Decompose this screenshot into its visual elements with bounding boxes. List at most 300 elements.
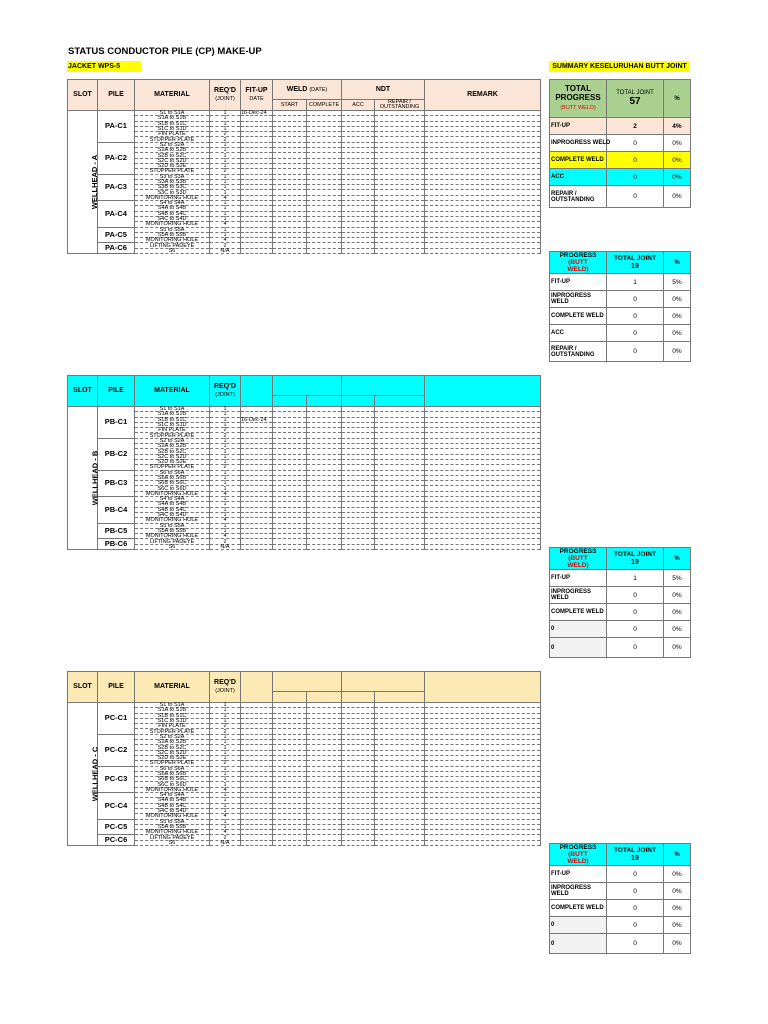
row-percent: 0%	[664, 169, 691, 186]
ndt-acc-cell[interactable]	[342, 248, 375, 253]
reqd-cell: 2	[210, 433, 241, 438]
row-label: INPROGRESS WELD	[550, 587, 607, 604]
header-material: MATERIAL	[135, 80, 210, 111]
pile-label: PB-C4	[98, 497, 135, 523]
progress-header	[550, 548, 607, 570]
reqd-cell: 1	[210, 121, 241, 126]
joint-label: (JOINT)	[215, 96, 235, 102]
material-cell: S2 to S2A	[135, 734, 210, 739]
row-percent: 0%	[664, 866, 691, 883]
header-remark-empty	[425, 672, 541, 703]
row-percent: 0%	[664, 621, 691, 638]
reqd-cell: 1	[210, 734, 241, 739]
total-progress-header	[550, 80, 607, 118]
material-cell: S5A to S5B	[135, 824, 210, 829]
table-row	[68, 248, 541, 253]
wellhead-a-table	[67, 79, 541, 254]
ndt-acc-cell[interactable]	[342, 544, 375, 549]
pile-label: PA-C5	[98, 227, 135, 243]
header-ndt-empty	[342, 376, 425, 396]
header-repair-empty	[375, 692, 425, 703]
wellhead-text: WELLHEAD - C	[90, 746, 100, 801]
row-label: COMPLETE WELD	[550, 900, 607, 917]
header-complete-empty	[307, 692, 342, 703]
reqd-cell: 2	[210, 132, 241, 137]
material-cell: S1A to S1B	[135, 708, 210, 713]
reqd-cell: 1	[210, 470, 241, 475]
header-reqd	[210, 376, 241, 407]
header-start: START	[273, 100, 307, 111]
row-value: 0	[607, 883, 664, 900]
material-cell: S3A to S3B	[135, 179, 210, 184]
material-cell: S2D to S2E	[135, 755, 210, 760]
row-label: FIT-UP	[550, 118, 607, 135]
material-cell: S4C to S4D	[135, 808, 210, 813]
reqd-cell: 4	[210, 814, 241, 819]
material-cell: S5 to S5A	[135, 227, 210, 232]
row-label: COMPLETE WELD	[550, 308, 607, 325]
header-ndt-empty	[342, 672, 425, 692]
ndt-repair-cell[interactable]	[375, 840, 425, 845]
material-cell: LIFTING PADEYE	[135, 539, 210, 544]
material-cell: S6B to S6C	[135, 481, 210, 486]
row-value: 0	[607, 291, 664, 308]
material-cell: S6	[135, 544, 210, 549]
row-value: 0	[607, 169, 664, 186]
date-label: DATE	[249, 96, 264, 102]
reqd-cell: 1	[210, 475, 241, 480]
row-label: INPROGRESS WELD	[550, 291, 607, 308]
wellhead-label	[68, 111, 98, 254]
total-joint-value: 19	[631, 558, 639, 566]
reqd-cell: 4	[210, 534, 241, 539]
reqd-cell: 1	[210, 777, 241, 782]
reqd-cell: 1	[210, 227, 241, 232]
fitup-date-cell[interactable]	[241, 840, 273, 845]
material-cell: S2D to S2E	[135, 459, 210, 464]
total-joint-label: TOTAL JOINT	[614, 846, 656, 854]
weld-label: WELD)	[567, 858, 589, 865]
reqd-cell: 1	[210, 412, 241, 417]
table-row	[68, 544, 541, 549]
total-joint-label: TOTAL JOINT	[614, 254, 656, 262]
reqd-cell: 1	[210, 803, 241, 808]
material-cell: S1C to S1D	[135, 718, 210, 723]
page-title: STATUS CONDUCTOR PILE (CP) MAKE-UP	[68, 46, 262, 57]
percent-header: %	[664, 80, 691, 118]
reqd-cell: 1	[210, 459, 241, 464]
material-cell: FIN PLATE	[135, 428, 210, 433]
material-cell: S2 to S2A	[135, 142, 210, 147]
header-start-empty	[273, 396, 307, 407]
material-cell: S1B to S1C	[135, 713, 210, 718]
reqd-cell: 1	[210, 502, 241, 507]
weld-complete-cell[interactable]	[307, 248, 342, 253]
fitup-label: FIT-UP	[245, 87, 268, 94]
header-material: MATERIAL	[135, 672, 210, 703]
reqd-cell: 1	[210, 745, 241, 750]
header-pile: PILE	[98, 80, 135, 111]
material-cell: MONITORING HOLE	[135, 518, 210, 523]
material-cell: MONITORING HOLE	[135, 491, 210, 496]
ndt-acc-cell[interactable]	[342, 840, 375, 845]
reqd-cell: 1	[210, 185, 241, 190]
wellhead-label	[68, 703, 98, 846]
fitup-date-cell[interactable]: 16-Dec-24	[241, 111, 273, 116]
reqd-cell: 1	[210, 116, 241, 121]
butt-label: (BUTT	[568, 851, 588, 858]
header-pile: PILE	[98, 376, 135, 407]
remark-cell[interactable]	[425, 544, 541, 549]
row-percent: 0%	[664, 308, 691, 325]
reqd-cell: 1	[210, 438, 241, 443]
material-cell: S6C to S6D	[135, 486, 210, 491]
row-label: INPROGRESS WELD	[550, 883, 607, 900]
material-cell: S1 to S1A	[135, 111, 210, 116]
reqd-cell: 1	[210, 148, 241, 153]
reqd-cell: 1	[210, 755, 241, 760]
reqd-cell: 1	[210, 444, 241, 449]
reqd-cell: 1	[210, 798, 241, 803]
reqd-cell: 1	[210, 190, 241, 195]
reqd-cell: 1	[210, 782, 241, 787]
pile-label: PB-C3	[98, 470, 135, 496]
row-label: REPAIR / OUTSTANDING	[550, 342, 607, 362]
material-cell: S1B to S1C	[135, 417, 210, 422]
header-fitup-empty	[241, 376, 273, 407]
progress-label: PROGRESS	[559, 844, 597, 851]
material-cell: S6 to S6A	[135, 766, 210, 771]
reqd-cell: 4	[210, 491, 241, 496]
reqd-cell: 4	[210, 830, 241, 835]
material-cell: LIFTING PADEYE	[135, 243, 210, 248]
reqd-label: REQ'D	[214, 383, 236, 390]
fitup-date-cell[interactable]	[241, 248, 273, 253]
reqd-cell: 1	[210, 507, 241, 512]
pile-label: PB-C2	[98, 438, 135, 470]
total-joint-label: TOTAL JOINT	[616, 90, 654, 96]
row-value: 1	[607, 570, 664, 587]
row-label: COMPLETE WELD	[550, 604, 607, 621]
header-ndt: NDT	[342, 80, 425, 100]
row-value: 0	[607, 308, 664, 325]
reqd-cell: 4	[210, 238, 241, 243]
header-repair: REPAIR / OUTSTANDING	[375, 100, 425, 111]
row-value: 0	[607, 621, 664, 638]
jacket-label: JACKET WPS-5	[67, 61, 141, 72]
row-label: 0	[550, 917, 607, 934]
material-cell: S5 to S5A	[135, 819, 210, 824]
material-cell: S4 to S4A	[135, 201, 210, 206]
header-pile: PILE	[98, 672, 135, 703]
total-joint-header	[607, 548, 664, 570]
material-cell: S6A to S6B	[135, 771, 210, 776]
material-cell: S3C to S3D	[135, 190, 210, 195]
weld-start-cell[interactable]	[273, 544, 307, 549]
row-percent: 0%	[664, 152, 691, 169]
row-label: INPROGRESS WELD	[550, 135, 607, 152]
header-slot: SLOT	[68, 376, 98, 407]
total-joint-header	[607, 252, 664, 274]
material-cell: S2A to S2B	[135, 148, 210, 153]
header-reqd	[210, 80, 241, 111]
material-cell: S4B to S4C	[135, 507, 210, 512]
row-percent: 0%	[664, 186, 691, 208]
row-value: 0	[607, 325, 664, 342]
butt-label: (BUTT	[568, 259, 588, 266]
ndt-repair-cell[interactable]	[375, 248, 425, 253]
percent-header: %	[664, 252, 691, 274]
material-cell: S6B to S6C	[135, 777, 210, 782]
row-label: COMPLETE WELD	[550, 152, 607, 169]
summary-title: SUMMARY KESELURUHAN BUTT JOINT	[549, 61, 690, 72]
reqd-cell: 1	[210, 111, 241, 116]
row-percent: 5%	[664, 274, 691, 291]
reqd-cell: 2	[210, 724, 241, 729]
reqd-cell: 1	[210, 407, 241, 412]
weld-label: WELD)	[567, 562, 589, 569]
material-cell: S2C to S2D	[135, 750, 210, 755]
reqd-cell: 1	[210, 824, 241, 829]
reqd-cell: 1	[210, 206, 241, 211]
wellhead-c-table	[67, 671, 541, 846]
progress-label: PROGRESS	[559, 548, 597, 555]
remark-cell[interactable]	[425, 840, 541, 845]
joint-label: (JOINT)	[215, 688, 235, 694]
reqd-cell: 1	[210, 740, 241, 745]
row-percent: 0%	[664, 934, 691, 954]
row-value: 0	[607, 604, 664, 621]
reqd-cell: 1	[210, 750, 241, 755]
header-weld	[273, 80, 342, 100]
header-acc-empty	[342, 692, 375, 703]
pile-label: PA-C1	[98, 111, 135, 143]
progress-label: PROGRESS	[559, 252, 597, 259]
material-cell: STOPPER PLATE	[135, 729, 210, 734]
header-fitup-empty	[241, 672, 273, 703]
row-value: 0	[607, 342, 664, 362]
header-complete: COMPLETE	[307, 100, 342, 111]
material-cell: S5A to S5B	[135, 232, 210, 237]
percent-header: %	[664, 844, 691, 866]
progress-header	[550, 844, 607, 866]
pile-label: PA-C3	[98, 174, 135, 200]
material-cell: S1 to S1A	[135, 407, 210, 412]
reqd-label: REQ'D	[214, 679, 236, 686]
reqd-cell: 1	[210, 216, 241, 221]
material-cell: STOPPER PLATE	[135, 761, 210, 766]
material-cell: S1C to S1D	[135, 126, 210, 131]
weld-start-cell[interactable]	[273, 840, 307, 845]
total-joint-label: TOTAL JOINT	[614, 550, 656, 558]
reqd-cell: 4	[210, 195, 241, 200]
reqd-cell: 1	[210, 512, 241, 517]
row-percent: 0%	[664, 900, 691, 917]
row-label: REPAIR / OUTSTANDING	[550, 186, 607, 208]
total-joint-value: 57	[629, 96, 641, 107]
wellhead-label	[68, 407, 98, 550]
material-cell: MONITORING HOLE	[135, 195, 210, 200]
butt-label: (BUTT	[568, 555, 588, 562]
material-cell: S2C to S2D	[135, 158, 210, 163]
row-percent: 0%	[664, 638, 691, 658]
material-cell: S2D to S2E	[135, 163, 210, 168]
reqd-cell: 1	[210, 486, 241, 491]
total-progress-label: TOTAL PROGRESS	[555, 84, 601, 102]
reqd-cell: 1	[210, 201, 241, 206]
reqd-cell: 1	[210, 481, 241, 486]
material-cell: S6	[135, 248, 210, 253]
row-value: 0	[607, 152, 664, 169]
material-cell: S6	[135, 840, 210, 845]
material-cell: MONITORING HOLE	[135, 222, 210, 227]
material-cell: S5 to S5A	[135, 523, 210, 528]
material-cell: STOPPER PLATE	[135, 137, 210, 142]
material-cell: MONITORING HOLE	[135, 238, 210, 243]
header-weld-empty	[273, 672, 342, 692]
reqd-cell: 2	[210, 243, 241, 248]
reqd-cell: 1	[210, 708, 241, 713]
material-cell: S1A to S1B	[135, 116, 210, 121]
reqd-cell: 1	[210, 232, 241, 237]
total-joint-header	[607, 844, 664, 866]
reqd-cell: 1	[210, 528, 241, 533]
weld-complete-cell[interactable]	[307, 840, 342, 845]
pile-label: PB-C1	[98, 407, 135, 439]
reqd-cell: 1	[210, 422, 241, 427]
material-cell: S1 to S1A	[135, 703, 210, 708]
summary-progress-table	[549, 843, 691, 954]
header-acc: ACC	[342, 100, 375, 111]
reqd-cell: 2	[210, 169, 241, 174]
row-value: 0	[607, 917, 664, 934]
summary-total-table	[549, 79, 691, 208]
reqd-cell: 1	[210, 417, 241, 422]
reqd-cell: 1	[210, 497, 241, 502]
butt-weld-label: (BUTT WELD)	[560, 105, 596, 111]
header-slot: SLOT	[68, 80, 98, 111]
material-cell: S4B to S4C	[135, 803, 210, 808]
reqd-cell: 1	[210, 126, 241, 131]
header-material: MATERIAL	[135, 376, 210, 407]
weld-date-label: (DATE)	[309, 86, 328, 93]
pile-label: PC-C1	[98, 703, 135, 735]
material-cell: S3B to S3C	[135, 185, 210, 190]
row-value: 0	[607, 135, 664, 152]
reqd-cell: 1	[210, 808, 241, 813]
row-value: 0	[607, 186, 664, 208]
pile-label: PC-C3	[98, 766, 135, 792]
material-cell: S2B to S2C	[135, 449, 210, 454]
material-cell: STOPPER PLATE	[135, 433, 210, 438]
material-cell: S2A to S2B	[135, 444, 210, 449]
reqd-cell: 1	[210, 153, 241, 158]
weld-start-cell[interactable]	[273, 248, 307, 253]
row-value: 0	[607, 638, 664, 658]
material-cell: S1A to S1B	[135, 412, 210, 417]
reqd-cell: 2	[210, 539, 241, 544]
reqd-cell: N/A	[210, 248, 241, 253]
row-value: 0	[607, 866, 664, 883]
pile-label: PA-C4	[98, 201, 135, 227]
row-label: FIT-UP	[550, 866, 607, 883]
reqd-cell: 1	[210, 766, 241, 771]
pile-label: PC-C6	[98, 835, 135, 846]
reqd-cell: 1	[210, 454, 241, 459]
material-cell: S4B to S4C	[135, 211, 210, 216]
material-cell: MONITORING HOLE	[135, 787, 210, 792]
reqd-cell: 4	[210, 787, 241, 792]
material-cell: FIN PLATE	[135, 132, 210, 137]
material-cell: S4 to S4A	[135, 497, 210, 502]
fitup-date-cell[interactable]: 16-Dec-24	[241, 417, 273, 422]
reqd-cell: 4	[210, 518, 241, 523]
row-percent: 0%	[664, 135, 691, 152]
reqd-cell: 1	[210, 703, 241, 708]
fitup-date-cell[interactable]	[241, 544, 273, 549]
header-reqd	[210, 672, 241, 703]
row-label: 0	[550, 934, 607, 954]
material-cell: LIFTING PADEYE	[135, 835, 210, 840]
row-value: 0	[607, 934, 664, 954]
material-cell: S1B to S1C	[135, 121, 210, 126]
pile-label: PA-C6	[98, 243, 135, 254]
row-percent: 0%	[664, 325, 691, 342]
reqd-cell: 2	[210, 835, 241, 840]
weld-complete-cell[interactable]	[307, 544, 342, 549]
reqd-cell: 4	[210, 222, 241, 227]
wellhead-text: WELLHEAD - B	[90, 450, 100, 505]
ndt-repair-cell[interactable]	[375, 544, 425, 549]
reqd-cell: 1	[210, 163, 241, 168]
row-label: ACC	[550, 325, 607, 342]
reqd-cell: 2	[210, 729, 241, 734]
reqd-cell: 1	[210, 718, 241, 723]
row-value: 1	[607, 274, 664, 291]
row-label: 0	[550, 621, 607, 638]
total-joint-header	[607, 80, 664, 118]
material-cell: MONITORING HOLE	[135, 534, 210, 539]
row-label: 0	[550, 638, 607, 658]
row-percent: 0%	[664, 917, 691, 934]
reqd-cell: 2	[210, 137, 241, 142]
total-joint-value: 19	[631, 262, 639, 270]
pile-label: PB-C6	[98, 539, 135, 550]
material-cell: FIN PLATE	[135, 724, 210, 729]
reqd-cell: 1	[210, 793, 241, 798]
material-cell: S4C to S4D	[135, 216, 210, 221]
header-start-empty	[273, 692, 307, 703]
material-cell: S5A to S5B	[135, 528, 210, 533]
material-cell: S4 to S4A	[135, 793, 210, 798]
material-cell: S2B to S2C	[135, 153, 210, 158]
material-cell: S2A to S2B	[135, 740, 210, 745]
material-cell: S4C to S4D	[135, 512, 210, 517]
material-cell: S3 to S3A	[135, 174, 210, 179]
material-cell: STOPPER PLATE	[135, 169, 210, 174]
remark-cell[interactable]	[425, 248, 541, 253]
material-cell: S2 to S2A	[135, 438, 210, 443]
material-cell: STOPPER PLATE	[135, 465, 210, 470]
header-slot: SLOT	[68, 672, 98, 703]
material-cell: S4A to S4B	[135, 798, 210, 803]
material-cell: MONITORING HOLE	[135, 814, 210, 819]
weld-label: WELD)	[567, 266, 589, 273]
reqd-cell: 1	[210, 158, 241, 163]
reqd-cell: 1	[210, 771, 241, 776]
weld-label: WELD	[286, 85, 308, 93]
reqd-cell: 1	[210, 211, 241, 216]
